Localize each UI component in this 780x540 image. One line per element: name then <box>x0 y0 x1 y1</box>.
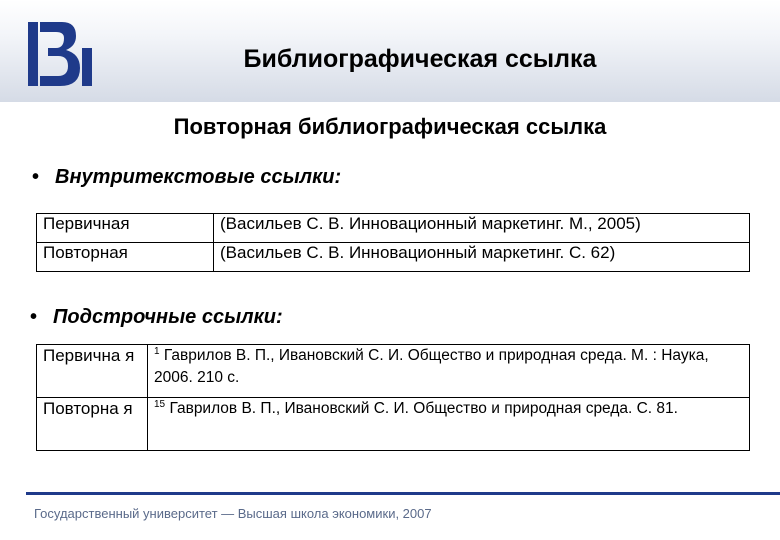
table-row <box>37 214 750 243</box>
bullet-marker: • <box>32 166 40 188</box>
citation-text: Гаврилов В. П., Ивановский С. И. Общество и природная среда. С. 81. <box>169 400 678 417</box>
section-heading-label: Внутритекстовые ссылки: <box>55 166 342 188</box>
row-label: Повторна я <box>37 398 148 451</box>
row-citation <box>148 345 750 398</box>
table-row <box>37 243 750 272</box>
footnote-number: 15 <box>154 398 166 410</box>
row-label: Повторная <box>37 243 214 272</box>
intext-citations-table <box>36 213 750 272</box>
row-citation <box>148 398 750 451</box>
hse-logo-icon <box>26 18 94 90</box>
row-label: Первичная <box>37 214 214 243</box>
section-heading-intext <box>32 166 341 189</box>
citation-text: Гаврилов В. П., Ивановский С. И. Общество и природная среда. М. : Наука, 2006. 210 с. <box>154 347 709 386</box>
row-label: Первична я <box>37 345 148 398</box>
subtitle: Повторная библиографическая ссылка <box>173 114 607 139</box>
footnote-number: 1 <box>154 345 160 357</box>
table-row <box>37 398 750 451</box>
row-citation: (Васильев С. В. Инновационный маркетинг. М., 2005) <box>214 214 750 243</box>
section-heading-footnote <box>30 306 283 329</box>
slide-title: Библиографическая ссылка <box>243 45 597 73</box>
footer-text: Государственный университет — Высшая школа экономики, 2007 <box>34 506 432 521</box>
row-citation: (Васильев С. В. Инновационный маркетинг. С. 62) <box>214 243 750 272</box>
footer-divider <box>26 492 780 495</box>
section-heading-label: Подстрочные ссылки: <box>53 306 283 328</box>
footnote-citations-table <box>36 344 750 451</box>
bullet-marker: • <box>30 306 38 328</box>
table-row <box>37 345 750 398</box>
